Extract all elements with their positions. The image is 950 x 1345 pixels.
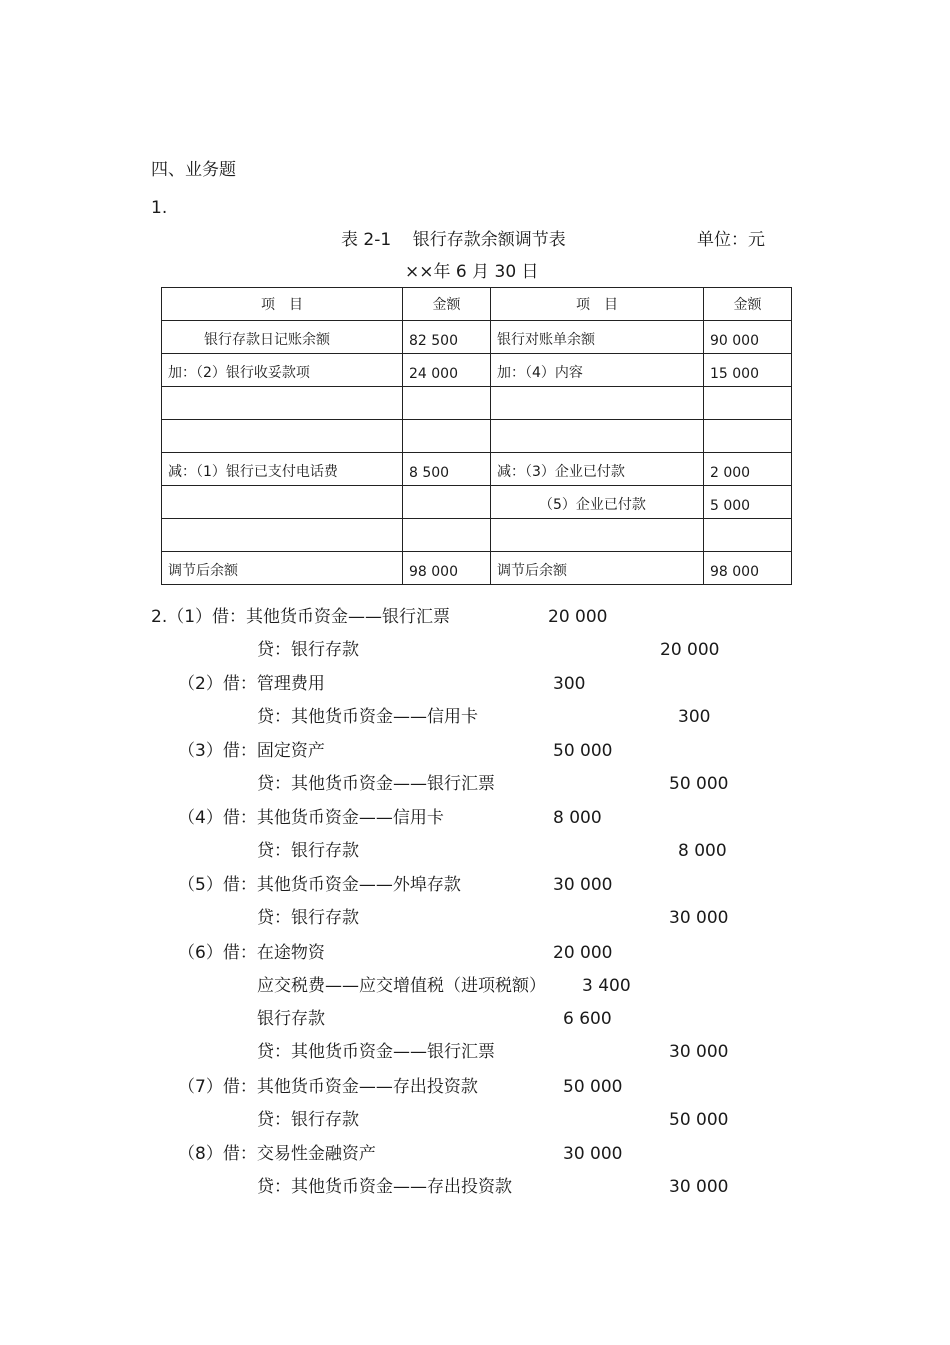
entry-prefix: 贷： [257,707,291,727]
table-cell [162,486,403,519]
table-cell: 15 000 [704,354,792,387]
table-row [162,387,792,420]
account-name: 固定资产 [256,741,325,761]
entry-prefix: （8）借： [178,1144,257,1164]
table-row [162,552,792,585]
table-cell: 8 500 [403,453,491,486]
account-name: 其他货币资金——信用卡 [256,808,444,828]
credit-amount: 50 000 [669,1110,729,1130]
account-name: 银行存款 [291,1110,359,1130]
entry-prefix: （6）借： [178,943,257,963]
entry-prefix: 2.（1）借： [151,607,247,627]
journal-line [178,874,461,896]
table-cell: 银行对账单余额 [491,321,704,354]
account-name: 银行存款 [291,841,359,861]
table-cell [704,519,792,552]
table-cell: 调节后余额 [491,552,704,585]
table-cell: 82 500 [403,321,491,354]
account-name: 其他货币资金——存出投资款 [256,1077,478,1097]
table-cell: 加：（4）内容 [491,354,704,387]
entry-prefix: 贷： [257,1042,291,1062]
table-cell [403,519,491,552]
entry-prefix: （4）借： [178,808,257,828]
table-cell: 98 000 [704,552,792,585]
table-row [162,321,792,354]
journal-line [257,907,359,929]
header-cell: 项 目 [162,288,403,321]
journal-line [178,740,325,762]
journal-line [178,807,444,829]
table-cell: 减：（3）企业已付款 [491,453,704,486]
credit-amount: 8 000 [678,841,727,861]
entry-prefix: 贷： [257,1177,291,1197]
table-cell [162,519,403,552]
header-cell: 金额 [403,288,491,321]
entry-prefix: 贷： [257,774,291,794]
debit-amount: 6 600 [563,1009,612,1029]
table-row [162,519,792,552]
account-name: 其他货币资金——外埠存款 [256,875,461,895]
journal-line [257,1176,512,1198]
table-cell: （5）企业已付款 [491,486,704,519]
entry-prefix: （2）借： [178,674,257,694]
table-cell: 24 000 [403,354,491,387]
table-row [162,354,792,387]
entry-prefix: （7）借： [178,1077,257,1097]
journal-line [257,1041,495,1063]
journal-line [257,1109,359,1131]
account-name: 在途物资 [256,943,325,963]
account-name: 交易性金融资产 [256,1144,376,1164]
account-name: 银行存款 [257,1009,325,1029]
table-cell [403,486,491,519]
table-cell [403,420,491,453]
journal-line [178,942,325,964]
entry-prefix: 贷： [257,640,291,660]
table-cell: 减：（1）银行已支付电话费 [162,453,403,486]
debit-amount: 20 000 [548,607,608,627]
account-name: 其他货币资金——银行汇票 [291,1042,495,1062]
table-unit: 单位：元 [697,230,765,250]
table-cell: 2 000 [704,453,792,486]
journal-line [257,1008,325,1030]
question-number: 1. [151,198,168,218]
debit-amount: 20 000 [553,943,613,963]
account-name: 银行存款 [291,640,359,660]
entry-prefix: 贷： [257,841,291,861]
table-cell: 银行存款日记账余额 [162,321,403,354]
credit-amount: 30 000 [669,1177,729,1197]
table-cell: 98 000 [403,552,491,585]
table-cell [704,387,792,420]
journal-line [151,606,450,628]
table-date: ××年 6 月 30 日 [405,262,539,282]
table-cell: 5 000 [704,486,792,519]
credit-amount: 300 [678,707,711,727]
table-caption: 表 2-1 银行存款余额调节表 [341,230,566,250]
debit-amount: 50 000 [553,741,613,761]
account-name: 其他货币资金——存出投资款 [291,1177,512,1197]
entry-prefix: （3）借： [178,741,257,761]
entry-prefix: （5）借： [178,875,257,895]
journal-line [257,639,359,661]
debit-amount: 30 000 [563,1144,623,1164]
reconciliation-table [161,287,792,585]
account-name: 管理费用 [256,674,325,694]
table-cell [162,420,403,453]
debit-amount: 300 [553,674,586,694]
debit-amount: 30 000 [553,875,613,895]
table-row [162,486,792,519]
journal-line [178,1076,478,1098]
journal-line [257,840,359,862]
account-name: 其他货币资金——银行汇票 [291,774,495,794]
table-cell [403,387,491,420]
table-row [162,453,792,486]
journal-line [178,673,325,695]
account-name: 应交税费——应交增值税（进项税额） [257,976,546,996]
debit-amount: 8 000 [553,808,602,828]
journal-line [178,1143,376,1165]
table-row [162,420,792,453]
credit-amount: 30 000 [669,1042,729,1062]
account-name: 银行存款 [291,908,359,928]
credit-amount: 20 000 [660,640,720,660]
table-cell: 加：（2）银行收妥款项 [162,354,403,387]
credit-amount: 30 000 [669,908,729,928]
table-cell [491,519,704,552]
table-cell [491,420,704,453]
table-cell: 调节后余额 [162,552,403,585]
table-cell [491,387,704,420]
journal-line [257,706,478,728]
journal-line [257,773,495,795]
table-cell [704,420,792,453]
table-cell: 90 000 [704,321,792,354]
header-cell: 项 目 [491,288,704,321]
table-header-row [162,288,792,321]
header-cell: 金额 [704,288,792,321]
entry-prefix: 贷： [257,908,291,928]
credit-amount: 50 000 [669,774,729,794]
debit-amount: 3 400 [582,976,631,996]
debit-amount: 50 000 [563,1077,623,1097]
account-name: 其他货币资金——信用卡 [291,707,478,727]
journal-line [257,975,546,997]
entry-prefix: 贷： [257,1110,291,1130]
account-name: 其他货币资金——银行汇票 [246,607,451,627]
table-cell [162,387,403,420]
section-title: 四、业务题 [151,160,236,180]
